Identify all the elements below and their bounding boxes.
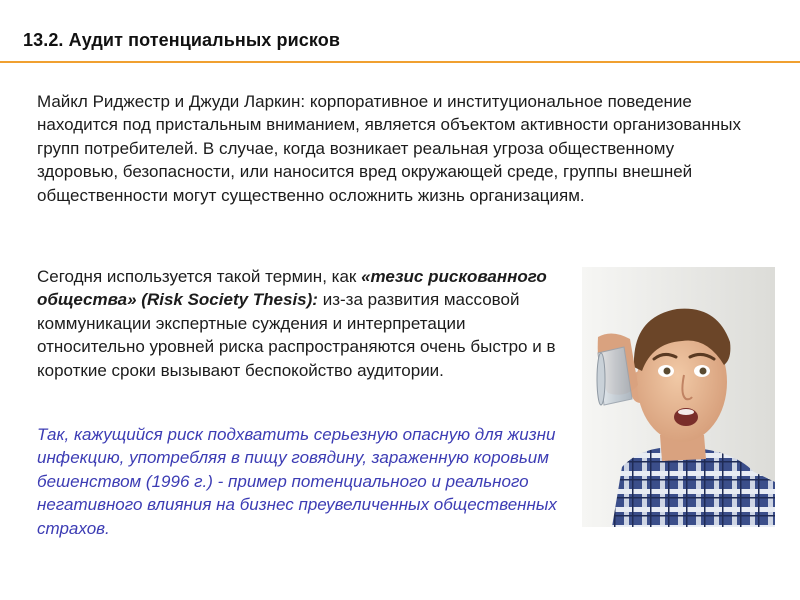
boy-listening-photo: [582, 267, 775, 527]
thesis-term: «тезис рискованного общества» (Risk Society Thesis):: [37, 267, 547, 310]
title-divider: [0, 61, 800, 63]
thesis-paragraph: [37, 265, 567, 382]
right-iris: [700, 368, 707, 375]
teeth: [678, 409, 694, 415]
left-iris: [664, 368, 671, 375]
example-paragraph: Так, кажущийся риск подхватить серьезную опасную для жизни инфекцию, употребляя в пищу говядину, зараженную коровьим бешенством (1996 г.) - пример потенциального и реального негативного влияния на бизнес преувеличенных общественных страхов.: [37, 425, 557, 538]
boy-listening-illustration: [582, 267, 775, 527]
glass-rim: [597, 353, 605, 405]
thesis-prefix: Сегодня используется такой термин, как: [37, 267, 362, 286]
intro-paragraph: Майкл Риджестр и Джуди Ларкин: корпоративное и институциональное поведение находится под пристальным вниманием, является объектом активности организованных групп потребителей. В случае, когда возникает реальная угроза общественному здоровью, безопасности, или наносится вред окружающей среде, группы внешней общественности могут существенно осложнить жизнь организациям.: [37, 92, 741, 205]
thesis-suffix: из-за развития массовой коммуникации экспертные суждения и интерпретации относительно уровней риска распространяются очень быстро и в короткие сроки вызывают беспокойство аудитории.: [37, 290, 556, 380]
slide-title: 13.2. Аудит потенциальных рисков: [23, 30, 341, 50]
